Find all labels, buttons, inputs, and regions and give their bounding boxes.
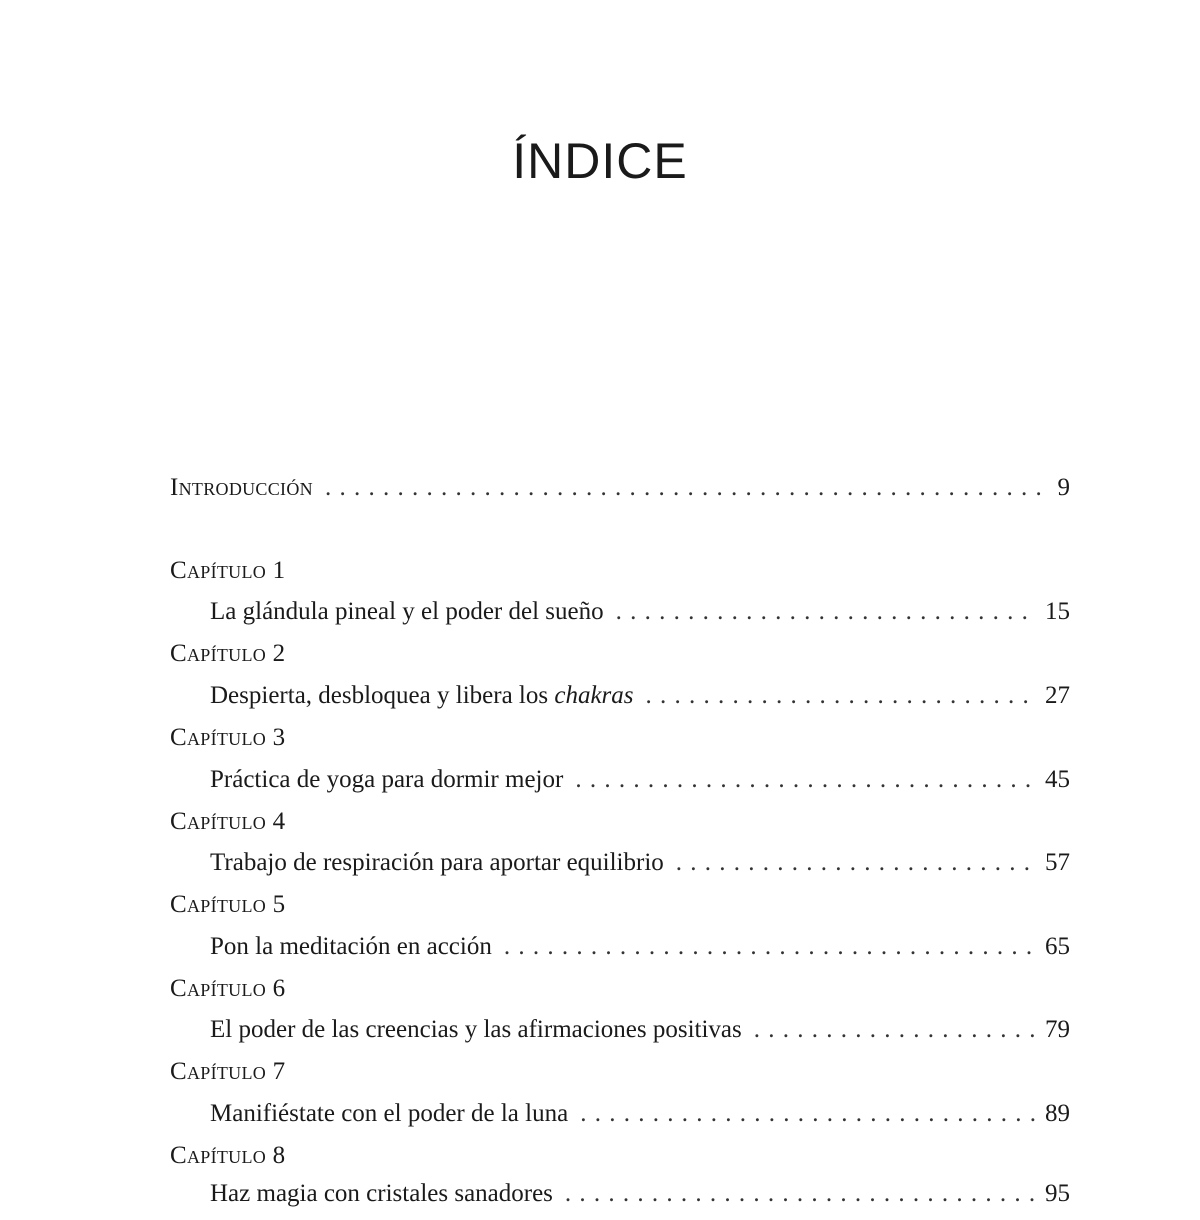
chapter-heading: Capítulo 5	[170, 891, 286, 918]
dot-leader	[565, 1180, 1035, 1208]
chapter-heading: Capítulo 4	[170, 808, 286, 835]
toc-entry-title: Despierta, desbloquea y libera los chakras	[210, 682, 634, 709]
toc-entry-label: Introducción	[170, 474, 313, 501]
toc-entry-title: Haz magia con cristales sanadores	[210, 1180, 553, 1207]
toc-entry-title: La glándula pineal y el poder del sueño	[210, 598, 604, 625]
toc-entry-title: Manifiéstate con el poder de la luna	[210, 1100, 569, 1127]
dot-leader	[575, 766, 1035, 794]
dot-leader	[676, 849, 1035, 877]
page-number: 9	[1057, 474, 1070, 501]
toc-entry-intro	[170, 474, 1070, 514]
toc-entry-title: El poder de las creencias y las afirmaciones positivas	[210, 1016, 742, 1043]
dot-leader	[616, 598, 1035, 626]
dot-leader	[325, 474, 1048, 502]
chapter-heading: Capítulo 1	[170, 557, 286, 584]
chapter-heading: Capítulo 2	[170, 640, 286, 667]
toc-entry	[210, 682, 1070, 722]
toc-entry-title: Práctica de yoga para dormir mejor	[210, 766, 564, 793]
chapter-heading: Capítulo 3	[170, 724, 286, 751]
toc-entry	[210, 849, 1070, 889]
toc-entry	[210, 598, 1070, 638]
dot-leader	[754, 1016, 1035, 1044]
toc-entry	[210, 1100, 1070, 1140]
page-number: 15	[1045, 598, 1070, 625]
toc-entry	[210, 766, 1070, 806]
page-number: 65	[1045, 933, 1070, 960]
chapter-heading: Capítulo 8	[170, 1142, 286, 1169]
toc-entry-title: Pon la meditación en acción	[210, 933, 492, 960]
toc-entry	[210, 1180, 1070, 1220]
toc-entry-title-emphasis: chakras	[554, 682, 634, 709]
dot-leader	[504, 933, 1035, 961]
chapter-heading: Capítulo 7	[170, 1058, 286, 1085]
toc-entry	[210, 933, 1070, 973]
page-number: 45	[1045, 766, 1070, 793]
page-number: 57	[1045, 849, 1070, 876]
chapter-heading: Capítulo 6	[170, 975, 286, 1002]
page-number: 89	[1045, 1100, 1070, 1127]
page-number: 27	[1045, 682, 1070, 709]
page-title: ÍNDICE	[512, 133, 688, 189]
dot-leader	[580, 1100, 1035, 1128]
page-number: 95	[1045, 1180, 1070, 1207]
toc-entry-title: Trabajo de respiración para aportar equilibrio	[210, 849, 664, 876]
dot-leader	[646, 682, 1036, 710]
page-number: 79	[1045, 1016, 1070, 1043]
toc-entry	[210, 1016, 1070, 1056]
